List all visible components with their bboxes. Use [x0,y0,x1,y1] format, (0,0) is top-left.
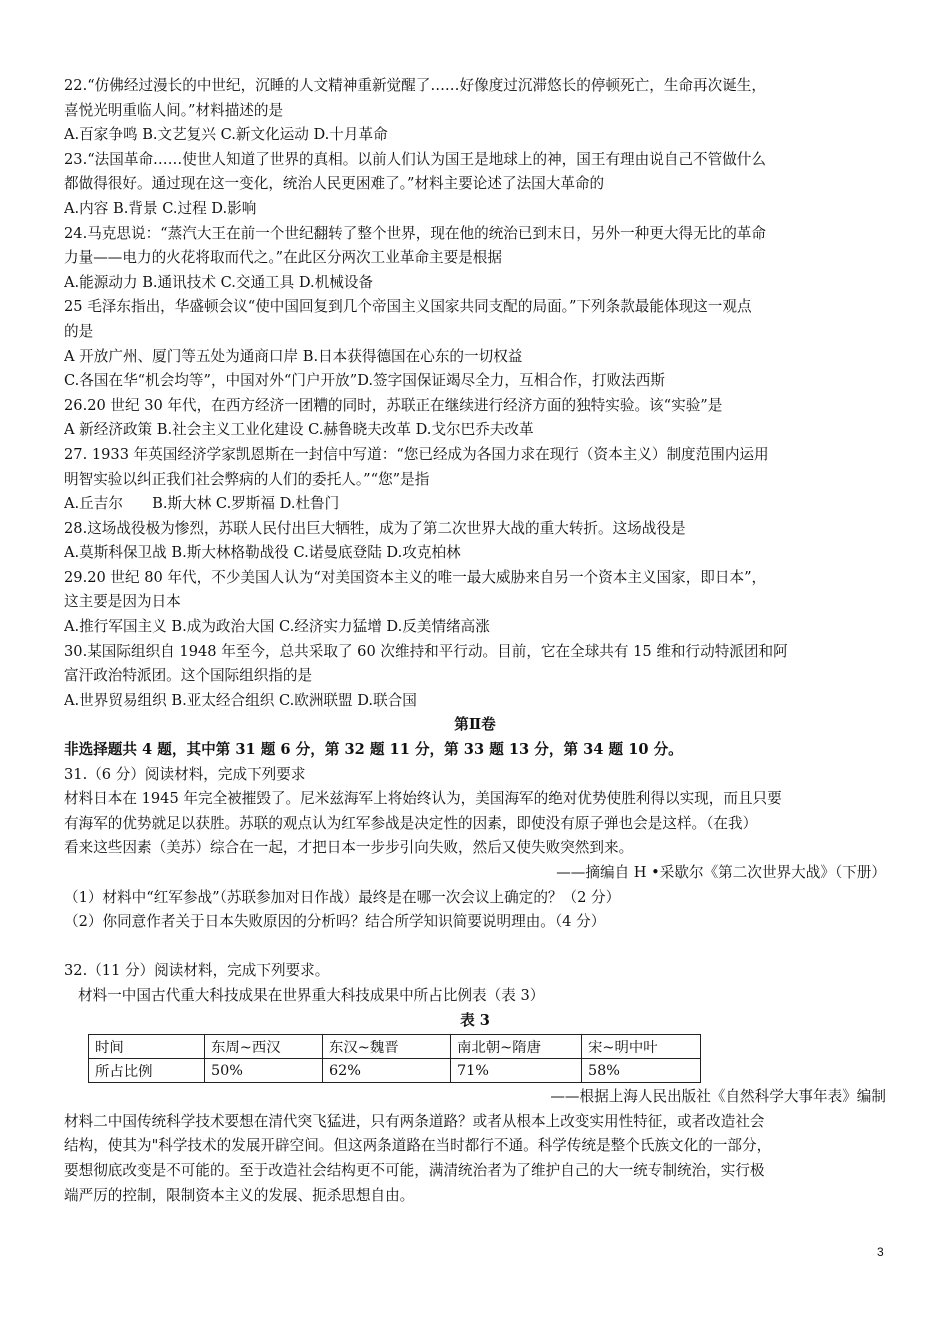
question-32 [64,959,886,1208]
material-intro: 材料一中国古代重大科技成果在世界重大科技成果中所占比例表（表 3） [78,986,545,1004]
part-2-title: 第Ⅱ卷 [454,716,496,734]
material-text: 看来这些因素（美苏）综合在一起，才把日本一步步引向失败，然后又使失败突然到来。 [64,839,634,857]
table-cell: 62% [323,1059,451,1083]
answer-options: A.世界贸易组织 B.亚太经合组织 C.欧洲联盟 D.联合国 [64,691,417,709]
material-text: 端严厉的控制，限制资本主义的发展、扼杀思想自由。 [64,1186,415,1204]
question-28 [64,517,886,566]
answer-options: A 新经济政策 B.社会主义工业化建设 C.赫鲁晓夫改革 D.戈尔巴乔夫改革 [64,421,534,439]
question-text: 都做得很好。通过现在这一变化，统治人民更困难了。”材料主要论述了法国大革命的 [64,175,605,193]
question-text: 28.这场战役极为惨烈，苏联人民付出巨大牺牲，成为了第二次世界大战的重大转折。这场战役是 [64,519,686,537]
question-24 [64,222,886,296]
question-31 [64,763,886,935]
question-text: 30.某国际组织自 1948 年至今，总共采取了 60 次维持和平行动。目前，它在全球共有 15 维和行动特派团和阿 [64,642,788,660]
table-row [89,1059,701,1083]
question-header: 32.（11 分）阅读材料，完成下列要求。 [64,962,330,980]
question-text: 喜悦光明重临人间。”材料描述的是 [64,101,284,119]
table-cell: 50% [205,1059,323,1083]
table-cell: 71% [451,1059,582,1083]
answer-options: A.百家争鸣 B.文艺复兴 C.新文化运动 D.十月革命 [64,126,388,144]
exam-page [64,74,886,1208]
question-text: 的是 [64,322,94,340]
question-text: 24.马克思说：“蒸汽大王在前一个世纪翻转了整个世界，现在他的统治已到末日，另外一种更大得无比的革命 [64,224,766,242]
question-text: 26.20 世纪 30 年代，在西方经济一团糟的同时，苏联正在继续进行经济方面的独特实验。该“实验”是 [64,396,723,414]
table-cell: 南北朝~隋唐 [451,1035,582,1059]
table-title: 表 3 [460,1011,490,1029]
question-27 [64,443,886,517]
question-23 [64,148,886,222]
answer-options: A.丘吉尔 B.斯大林 C.罗斯福 D.杜鲁门 [64,495,340,513]
question-text: 27. 1933 年英国经济学家凯恩斯在一封信中写道：“您已经成为各国力求在现行（资本主义）制度范围内运用 [64,445,769,463]
question-29 [64,566,886,640]
question-text: 这主要是因为日本 [64,593,181,611]
science-ratio-table [88,1034,701,1083]
table-cell: 所占比例 [89,1059,205,1083]
answer-options: A.推行军国主义 B.成为政治大国 C.经济实力猛增 D.反美情绪高涨 [64,618,490,636]
answer-options: A.能源动力 B.通讯技术 C.交通工具 D.机械设备 [64,273,374,291]
page-number: 3 [877,1245,884,1259]
sub-question-1: （1）材料中“红军参战”（苏联参加对日作战）最终是在哪一次会议上确定的？（2 分） [64,888,621,906]
question-30 [64,640,886,714]
answer-options: A 开放广州、厦门等五处为通商口岸 B.日本获得德国在心东的一切权益 [64,347,523,365]
material-text: 材料二中国传统科学技术要想在清代突飞猛进，只有两条道路？或者从根本上改变实用性特征，或者改造社会 [64,1112,765,1130]
sub-question-2: （2）你同意作者关于日本失败原因的分析吗？结合所学知识简要说明理由。（4 分） [64,913,606,931]
table-cell: 宋~明中叶 [582,1035,701,1059]
table-cell: 东汉~魏晋 [323,1035,451,1059]
material-source: ——摘编自 H •采歇尔《第二次世界大战》（下册） [556,864,886,881]
question-header: 31.（6 分）阅读材料，完成下列要求 [64,765,306,783]
question-text: 富汗政治特派团。这个国际组织指的是 [64,667,313,685]
table-cell: 东周~西汉 [205,1035,323,1059]
material-text: 材料日本在 1945 年完全被摧毁了。尼米兹海军上将始终认为，美国海军的绝对优势使胜利得以实现，而且只要 [64,790,782,808]
material-text: 结构，使其为"科学技术的发展开辟空间。但这两条道路在当时都行不通。科学传统是整个氏族文化的一部分， [64,1137,772,1155]
question-22 [64,74,886,148]
question-text: 23.“法国革命……使世人知道了世界的真相。以前人们认为国王是地球上的神，国王有理由说自己不管做什么 [64,150,766,168]
table-source: ——根据上海人民出版社《自然科学大事年表》编制 [550,1088,886,1106]
answer-options: A.莫斯科保卫战 B.斯大林格勒战役 C.诺曼底登陆 D.攻克柏林 [64,544,461,562]
material-text: 有海军的优势就足以获胜。苏联的观点认为红军参战是决定性的因素，即使没有原子弹也会是这样。（在我） [64,814,758,832]
part-2-instruction: 非选择题共 4 题，其中第 31 题 6 分，第 32 题 11 分，第 33 题 13 分，第 34 题 10 分。 [64,741,683,759]
question-text: 29.20 世纪 80 年代，不少美国人认为“对美国资本主义的唯一最大威胁来自另一个资本主义国家，即日本”， [64,568,767,586]
question-text: 22.“仿佛经过漫长的中世纪，沉睡的人文精神重新觉醒了……好像度过沉滞悠长的停顿死亡，生命再次诞生， [64,77,766,94]
table-row [89,1035,701,1059]
material-text: 要想彻底改变是不可能的。至于改造社会结构更不可能，满清统治者为了维护自己的大一统专制统治，实行极 [64,1161,765,1179]
question-26 [64,394,886,443]
question-text: 25 毛泽东指出，华盛顿会议“使中国回复到几个帝国主义国家共同支配的局面。”下列条款最能体现这一观点 [64,298,752,316]
question-text: 明智实验以纠正我们社会弊病的人们的委托人。”“您”是指 [64,470,430,488]
table-cell: 时间 [89,1035,205,1059]
question-25 [64,295,886,393]
answer-options: A.内容 B.背景 C.过程 D.影响 [64,199,257,217]
table-cell: 58% [582,1059,701,1083]
blank-answer-space [64,935,886,960]
question-text: 力量——电力的火花将取而代之。”在此区分两次工业革命主要是根据 [64,249,502,267]
answer-options: C.各国在华“机会均等”，中国对外“门户开放”D.签字国保证竭尽全力，互相合作，打败法西斯 [64,372,665,390]
